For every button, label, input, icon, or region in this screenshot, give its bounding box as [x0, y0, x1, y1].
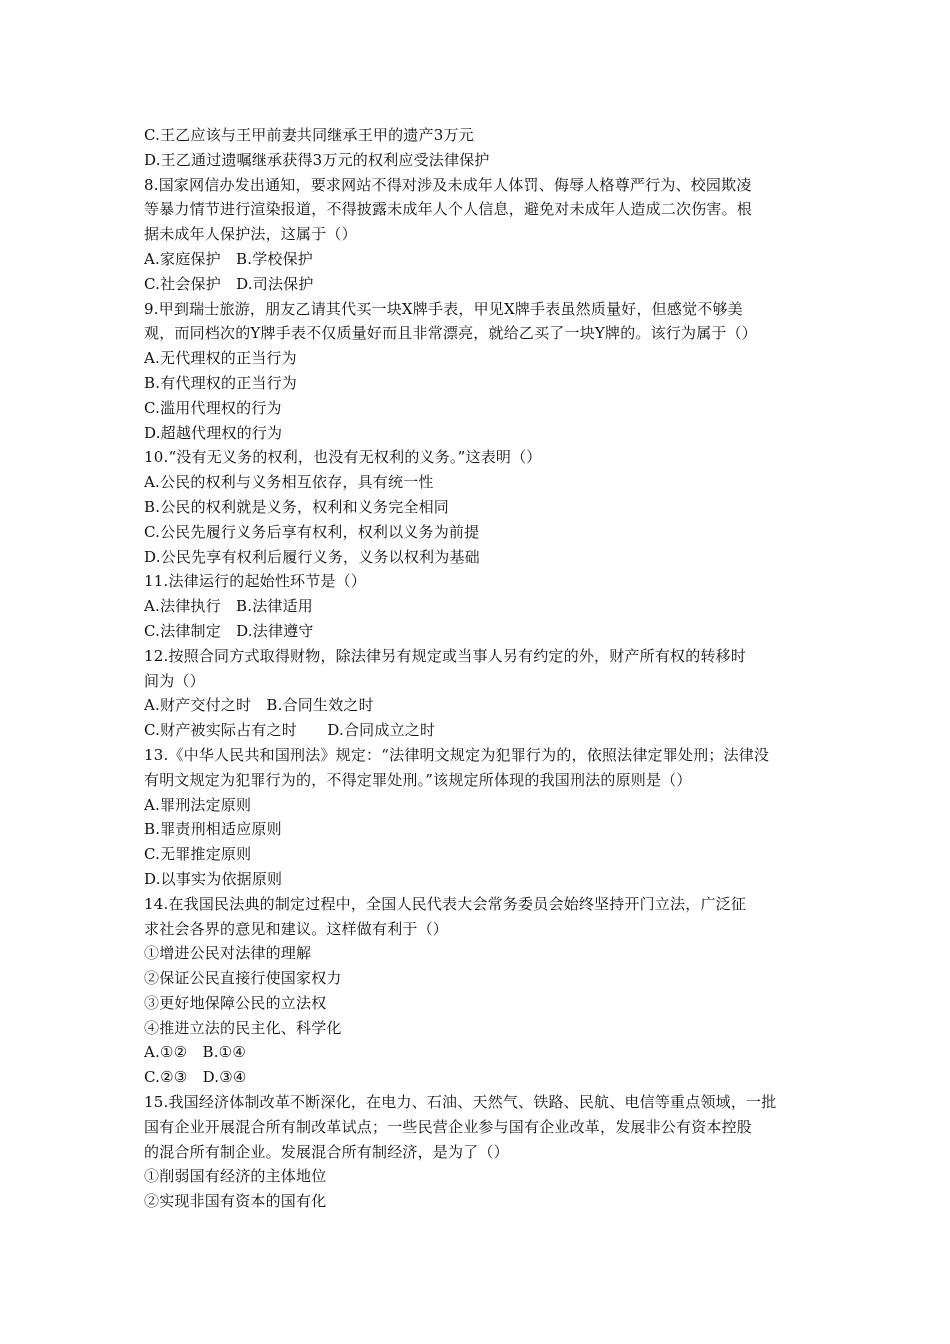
answer-option: C.法律制定 D.法律遵守	[144, 621, 314, 640]
statement-item: ④推进立法的民主化、科学化	[144, 1018, 342, 1037]
answer-option: A.公民的权利与义务相互依存，具有统一性	[144, 473, 434, 492]
question-stem: 14.在我国民法典的制定过程中，全国人民代表大会常务委员会始终坚持开门立法，广泛征	[144, 894, 747, 913]
answer-option: C.财产被实际占有之时 D.合同成立之时	[144, 721, 436, 740]
answer-option: D.超越代理权的行为	[144, 423, 283, 442]
answer-option: B.公民的权利就是义务，权利和义务完全相同	[144, 497, 449, 516]
question-stem: 13.《中华人民共和国刑法》规定：“法律明文规定为犯罪行为的，依照法律定罪处刑；法律没	[144, 745, 770, 764]
text-line: D.王乙通过遗嘱继承获得3万元的权利应受法律保护	[144, 150, 490, 169]
answer-option: A.罪刑法定原则	[144, 795, 252, 814]
answer-option: A.①② B.①④	[144, 1043, 246, 1062]
text-line: C.王乙应该与王甲前妻共同继承王甲的遗产3万元	[144, 126, 474, 144]
answer-option: A.无代理权的正当行为	[144, 349, 297, 368]
question-stem: 9.甲到瑞士旅游，朋友乙请其代买一块X牌手表，甲见X牌手表虽然质量好，但感觉不够美	[144, 299, 743, 318]
question-stem: 国有企业开展混合所有制改革试点；一些民营企业参与国有企业改革，发展非公有资本控股	[144, 1117, 753, 1136]
question-stem: 的混合所有制企业。发展混合所有制经济，是为了（）	[144, 1142, 509, 1161]
statement-item: ①削弱国有经济的主体地位	[144, 1167, 327, 1186]
question-stem: 求社会各界的意见和建议。这样做有利于（）	[144, 919, 449, 938]
answer-option: A.法律执行 B.法律适用	[144, 597, 313, 616]
answer-option: C.公民先履行义务后享有权利，权利以义务为前提	[144, 522, 480, 541]
answer-option: A.财产交付之时 B.合同生效之时	[144, 696, 374, 715]
statement-item: ②保证公民直接行使国家权力	[144, 969, 342, 988]
answer-option: A.家庭保护 B.学校保护	[144, 249, 313, 268]
statement-item: ①增进公民对法律的理解	[144, 944, 312, 963]
answer-option: B.有代理权的正当行为	[144, 373, 297, 392]
statement-item: ②实现非国有资本的国有化	[144, 1192, 327, 1211]
question-stem: 观，而同档次的Y牌手表不仅质量好而且非常漂亮，就给乙买了一块Y牌的。该行为属于（）	[144, 324, 758, 343]
answer-option: D.公民先享有权利后履行义务，义务以权利为基础	[144, 547, 480, 566]
question-stem: 10.“没有无义务的权利，也没有无权利的义务。”这表明（）	[144, 448, 542, 467]
statement-item: ③更好地保障公民的立法权	[144, 993, 327, 1012]
question-stem: 11.法律运行的起始性环节是（）	[144, 572, 367, 591]
answer-option: C.社会保护 D.司法保护	[144, 274, 314, 293]
document-body	[144, 123, 814, 1214]
question-stem: 据未成年人保护法，这属于（）	[144, 225, 357, 244]
question-stem: 间为（）	[144, 671, 205, 690]
question-stem: 有明文规定为犯罪行为的，不得定罪处刑。”该规定所体现的我国刑法的原则是（）	[144, 770, 692, 789]
answer-option: C.无罪推定原则	[144, 845, 252, 864]
question-stem: 12.按照合同方式取得财物，除法律另有规定或当事人另有约定的外，财产所有权的转移时	[144, 646, 747, 665]
question-stem: 等暴力情节进行渲染报道，不得披露未成年人个人信息，避免对未成年人造成二次伤害。根	[144, 200, 753, 219]
question-stem: 8.国家网信办发出通知，要求网站不得对涉及未成年人体罚、侮辱人格尊严行为、校园欺凌	[144, 175, 752, 194]
answer-option: D.以事实为依据原则	[144, 869, 283, 888]
answer-option: C.滥用代理权的行为	[144, 398, 282, 417]
answer-option: C.②③ D.③④	[144, 1068, 247, 1087]
question-stem: 15.我国经济体制改革不断深化，在电力、石油、天然气、铁路、民航、电信等重点领域，一批	[144, 1093, 777, 1112]
answer-option: B.罪责刑相适应原则	[144, 820, 282, 839]
